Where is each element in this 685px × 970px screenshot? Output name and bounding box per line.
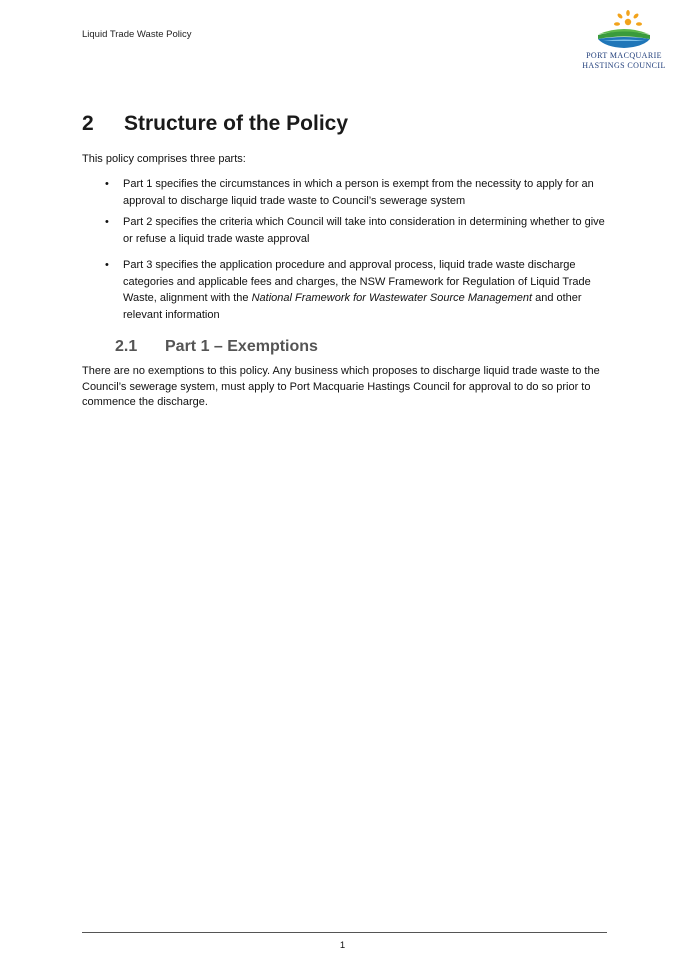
council-logo xyxy=(574,8,674,88)
logo-line-2: HASTINGS COUNCIL xyxy=(582,61,666,70)
subsection-body: There are no exemptions to this policy. Any business which proposes to discharge liquid trade waste to the Council’s sewerage system, must apply to Port Macquarie Hastings Council for approval to do so prior to commence the discharge. xyxy=(82,365,600,408)
sun-and-waves-icon xyxy=(593,8,655,50)
intro-text: This policy comprises three parts: xyxy=(82,153,246,165)
framework-reference: National Framework for Wastewater Source Management xyxy=(251,292,533,304)
document-header-title: Liquid Trade Waste Policy xyxy=(82,29,192,40)
logo-line-1: PORT MACQUARIE xyxy=(586,51,662,60)
subsection-title: Part 1 – Exemptions xyxy=(165,338,318,355)
bullet-icon: • xyxy=(105,259,109,271)
section-title: Structure of the Policy xyxy=(124,112,349,135)
list-item xyxy=(82,214,607,247)
section-heading xyxy=(82,112,348,136)
subsection-heading xyxy=(115,338,318,356)
bullet-icon: • xyxy=(105,178,109,190)
section-number: 2 xyxy=(82,112,94,135)
footer-divider xyxy=(82,932,607,933)
list-item-text: Part 3 specifies the application procedure and approval process, liquid trade waste discharge categories and applicable fees and charges, the NSW Framework for Regulation of Liquid Trade Waste, alignment with the xyxy=(123,259,591,304)
list-item-text-end: and other relevant information xyxy=(123,292,582,321)
bullet-icon: • xyxy=(105,216,109,228)
list-item-text: Part 1 specifies the circumstances in which a person is exempt from the necessity to apply for an approval to discharge liquid trade waste to Council’s sewerage system xyxy=(123,178,594,207)
subsection-number: 2.1 xyxy=(115,338,138,355)
parts-list xyxy=(82,176,607,323)
list-item-text: Part 2 specifies the criteria which Council will take into consideration in determining whether to give or refuse a liquid trade waste approval xyxy=(123,216,605,245)
list-item xyxy=(82,257,607,323)
page-number: 1 xyxy=(339,940,346,951)
list-item xyxy=(82,176,607,209)
